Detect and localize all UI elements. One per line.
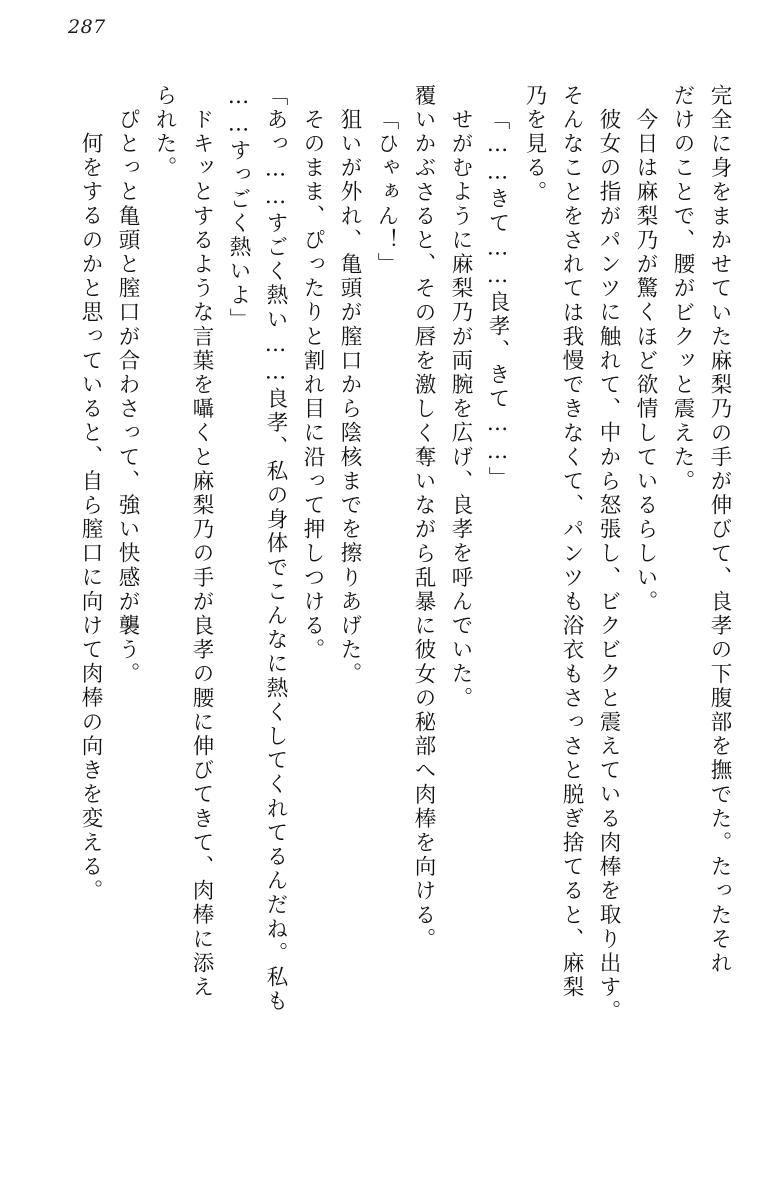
text-line: そんなことをされては我慢できなくて、パンツも浴衣もさっさと脱ぎ捨てると、麻梨: [559, 84, 584, 1000]
page-number: 287: [68, 16, 106, 38]
text-line: られた。: [152, 84, 177, 181]
text-line: 「……きて……良孝、きて……」: [485, 108, 510, 491]
text-line: 今日は麻梨乃が驚くほど欲情しているらしい。: [633, 108, 658, 615]
text-line: 覆いかぶさると、その唇を激しく奪いながら乱暴に彼女の秘部へ肉棒を向ける。: [411, 84, 436, 952]
text-line: 「あっ……すごく熱い……良孝、私の身体でこんなに熱くしてくれてるんだね。私も: [263, 84, 288, 1014]
text-line: だけのことで、腰がビクッと震えた。: [670, 84, 695, 494]
vertical-text-body: [40, 84, 730, 1144]
text-line: ぴとっと亀頭と膣口が合わさって、強い快感が襲う。: [115, 108, 140, 687]
text-line: ドキッとするような言葉を囁くと麻梨乃の手が良孝の腰に伸びてきて、肉棒に添え: [189, 108, 214, 1000]
text-line: せがむように麻梨乃が両腕を広げ、良孝を呼んでいた。: [448, 108, 473, 711]
text-line: 何をするのかと思っていると、自ら膣口に向けて肉棒の向きを変える。: [78, 132, 103, 904]
text-line: 乃を見る。: [522, 84, 547, 205]
text-line: そのまま、ぴったりと割れ目に沿って押しつける。: [300, 108, 325, 663]
text-line: 「ひゃぁん！」: [374, 108, 399, 277]
text-line: 狙いが外れ、亀頭が膣口から陰核までを擦りあげた。: [337, 108, 362, 687]
text-line: 彼女の指がパンツに触れて、中から怒張し、ビクビクと震えている肉棒を取り出す。: [596, 108, 621, 1024]
text-line: 完全に身をまかせていた麻梨乃の手が伸びて、良孝の下腹部を撫でた。たったそれ: [707, 84, 732, 976]
text-line: ……すっごく熱いよ」: [226, 84, 251, 332]
